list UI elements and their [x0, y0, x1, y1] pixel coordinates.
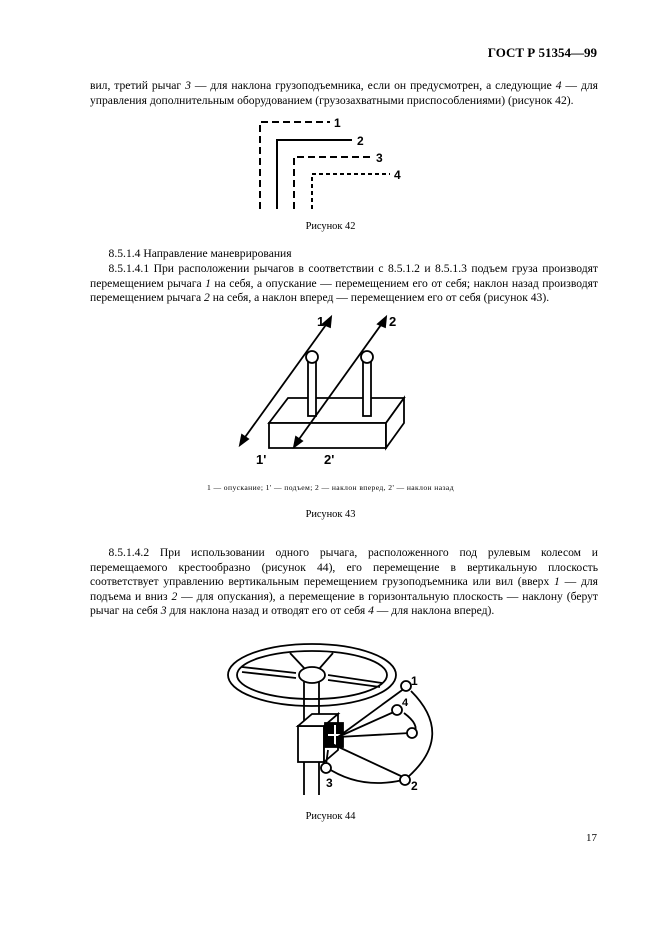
paragraph-8-5-1-4-1: 8.5.1.4.1 При расположении рычагов в соответствии с 8.5.1.2 и 8.5.1.3 подъем груза производят перемещением рычага 1 на себя, а опускание — перемещением его от себя; наклон назад производят перемещением рычага 2 на себя, а наклон вперед — перемещением его от себя (рисунок 43).	[90, 262, 598, 305]
fig44-label-3: 3	[326, 776, 333, 790]
fig43-label-1: 1	[317, 314, 325, 329]
paragraph-8-5-1-4-2: 8.5.1.4.2 При использовании одного рычага, расположенного под рулевым колесом и перемещаемого крестообразно (рисунок 44), его перемещение в вертикальную плоскость соответствует управлению вертикальным перемещением грузоподъемника или вил (вверх 1 — для подъема и вниз 2 — для опускания), а перемещение в горизонтальную плоскость — наклону (берут рычаг на себя 3 для наклона назад и отводят его от себя 4 — для наклона вперед).	[90, 546, 598, 618]
page-number: 17	[586, 832, 597, 844]
section-title: 8.5.1.4 Направление маневрирования	[108, 247, 292, 260]
fig43-label-2p: 2'	[324, 452, 335, 467]
lever-line-4	[312, 174, 390, 209]
position-knob-4	[392, 705, 402, 715]
figure-44-steering-lever-diagram	[0, 625, 661, 805]
fig44-label-2: 2	[411, 779, 418, 793]
figure-44-caption: Рисунок 44	[305, 811, 356, 822]
lever-post-2	[363, 361, 371, 416]
control-box	[298, 726, 324, 762]
lever-line-3	[294, 157, 370, 209]
position-knob-3	[321, 763, 331, 773]
steering-hub	[299, 667, 325, 683]
lever-post-1	[308, 361, 316, 416]
base-top	[269, 398, 404, 423]
position-knob-1	[401, 681, 411, 691]
fig43-label-1p: 1'	[256, 452, 267, 467]
fig43-label-2: 2	[389, 314, 397, 329]
lever-knob-2	[361, 351, 373, 363]
fig42-label-4: 4	[394, 168, 401, 182]
base-front	[269, 423, 386, 448]
position-knob-center	[407, 728, 417, 738]
figure-42-caption: Рисунок 42	[305, 221, 356, 232]
fig42-label-2: 2	[357, 134, 364, 148]
figure-43-legend: 1 — опускание; 1' — подъем; 2 — наклон вперед, 2' — наклон назад	[207, 483, 454, 492]
document-id: ГОСТ Р 51354—99	[487, 45, 597, 60]
figure-43-two-levers-diagram	[0, 308, 661, 468]
position-knob-2	[400, 775, 410, 785]
figure-43-caption: Рисунок 43	[305, 509, 356, 520]
paragraph-continuation: вил, третий рычаг 3 — для наклона грузоподъемника, если он предусмотрен, а следующие 4 — для управления дополнительным оборудованием (грузозахватными приспособлениями) (рисунок 42).	[90, 79, 598, 107]
lever-knob-1	[306, 351, 318, 363]
fig42-label-1: 1	[334, 116, 341, 130]
fig44-label-4: 4	[402, 697, 409, 709]
fig44-label-1: 1	[411, 674, 418, 688]
fig42-label-3: 3	[376, 151, 383, 165]
figure-42-levers-diagram	[0, 112, 661, 212]
